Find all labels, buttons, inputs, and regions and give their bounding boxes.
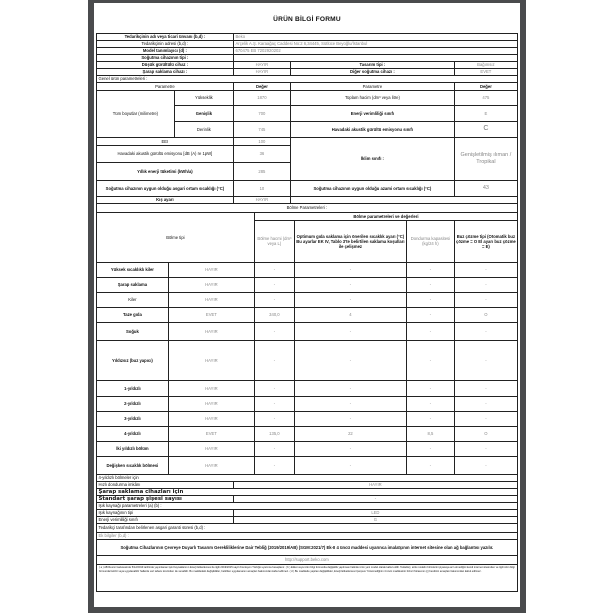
supplier-name-value: Beko <box>233 33 518 41</box>
compartment-volume: - <box>254 411 295 427</box>
eei-label: EEI <box>96 137 234 146</box>
compartment-present: HAYIR <box>168 456 255 475</box>
width-label: Genişlik <box>174 105 234 122</box>
compartment-freezing: 8,5 <box>406 426 455 442</box>
width-value: 700 <box>233 105 291 122</box>
compartment-params-label: Bölme Parametreleri : <box>96 203 518 213</box>
annual-energy-value: 285 <box>233 162 291 181</box>
min-temp-label: Soğutma cihazının uygun olduğu asgari ortam sıcaklığı (°C) <box>96 180 234 197</box>
param-header-right: Parametre <box>290 82 455 91</box>
compartment-freezing: - <box>406 380 455 397</box>
climate-class-label: İklim sınıfı : <box>290 137 455 181</box>
wine-appliance-value: HAYIR <box>233 68 291 76</box>
compartment-defrost: - <box>454 456 518 475</box>
compartment-name: 2-yıldızlı <box>96 396 169 412</box>
noise-class-value: C <box>454 121 518 138</box>
max-temp-value: 43 <box>454 180 518 197</box>
compartment-present: HAYIR <box>168 262 255 278</box>
model-label: Model tanımlayıcı (d) : <box>96 47 234 55</box>
regulation-text: Soğutma Cihazlarının Çevreye Duyarlı Tasarım Gerekliliklerine Dair Tebliğ (2019/2019/AB) (SGM:2021/7) Ek-II 4 üncü maddesi uyarınca imalatçının internet sitesine olan ağ bağlantısı yazılır. <box>96 539 518 556</box>
compartment-name: Soğuk <box>96 322 169 341</box>
value-header-right: Değer <box>454 82 518 91</box>
compartment-present: HAYIR <box>168 322 255 341</box>
depth-label: Derinlik <box>174 121 234 138</box>
energy-class-value: E <box>454 105 518 122</box>
compartment-defrost: - <box>454 396 518 412</box>
compartment-type-header: Bölme tipi <box>96 212 255 263</box>
compartment-volume: - <box>254 441 295 457</box>
compartment-freezing: - <box>406 307 455 323</box>
light-type-value: LED <box>233 509 518 517</box>
compartment-freezing: - <box>406 277 455 293</box>
min-temp-value: 10 <box>233 180 291 197</box>
compartment-freezing: - <box>406 340 455 381</box>
compartment-temp: - <box>294 277 407 293</box>
climate-class-value: Genişletilmiş ılıman / Tropikal <box>454 137 518 181</box>
depth-value: 745 <box>233 121 291 138</box>
height-value: 1870 <box>233 90 291 106</box>
noise-db-label: Havadaki akustik gürültü emisyonu [dB (A) re 1pW] <box>96 145 234 163</box>
compartment-defrost: - <box>454 340 518 381</box>
low-noise-value: HAYIR <box>233 61 291 69</box>
compartment-name: Şarap saklama <box>96 277 169 293</box>
compartment-temp: - <box>294 380 407 397</box>
compartment-present: EVET <box>168 307 255 323</box>
compartment-temp: - <box>294 340 407 381</box>
compartment-name: 1-yıldızlı <box>96 380 169 397</box>
param-header-left: Parametre <box>96 82 234 91</box>
other-cooling-value: EVET <box>454 68 518 76</box>
footnote: ( a ) AB Resmi Gazetesinde 5/12/2019 tarihinde yayımlanan Işık Kaynaklarının Enerji Etiketlemesi ile ilgili 2019/2015 sayılı Komisyon Tüzüğü uyarınca hesaplanır. ( b ) Etiket veya ürün bilgi formunda değişiklik yapılması halinde ürün yeni model olarak kabul edilir. Tedarikçi, artık modelin birimlerini piyasaya arz etmediğini kendi internet sitesinden ve ilgili ürün bilgi formunda belirtir veya uygulanabilir hallerde veri tabanı üzerinden de sunabilir. Bu maddedeki değişiklikler, belirtilen uygulamanın amaçları bakımından kabul edilmez. ( d ) Bu maddede yapılan değişiklikler, Enerji Etiketlemesi Çerçeve Yönetmeliğinin 4 üncü maddesinin birinci fıkrasının (ç) bendinin amaçları bakımından kabul edilmez. <box>96 564 518 592</box>
compartment-freezing: - <box>406 262 455 278</box>
dimensions-label: Tüm boyutlar (milimetre) <box>96 90 175 138</box>
defrost-type-header: Buz çözme tipi (Otomatik buz çözme = O El ayarı buz çözme = E) <box>454 220 518 263</box>
compartment-volume: - <box>254 380 295 397</box>
light-energy-label: Enerji verimliliği sınıfı <box>96 516 234 524</box>
four-star-label: 4-yıldızlı bölmeler için <box>96 474 518 482</box>
cooling-type-label: Soğutma cihazının tipi : <box>96 54 234 62</box>
compartment-present: EVET <box>168 426 255 442</box>
compartment-present: HAYIR <box>168 411 255 427</box>
general-params-label: Genel ürün parametreleri : <box>96 75 518 83</box>
compartment-volume: - <box>254 340 295 381</box>
fast-freeze-value: HAYIR <box>233 481 518 489</box>
compartment-freezing: - <box>406 411 455 427</box>
compartment-volume: - <box>254 262 295 278</box>
optimum-temp-header: Optimum gıda saklama için önerilen sıcaklık ayarı (°C) Bu ayarlar EK IV, Tablo 3'te belirtilen saklama koşulları ile çelişmez <box>294 220 407 263</box>
freezing-capacity-header: Dondurma kapasitesi (kg/24 h) <box>406 220 455 263</box>
model-value: 670475 EB 7202920202 <box>233 47 518 55</box>
winter-setting-value: HAYIR <box>233 196 291 204</box>
compartment-freezing: - <box>406 456 455 475</box>
compartment-freezing: - <box>406 292 455 308</box>
compartment-defrost: - <box>454 322 518 341</box>
compartment-name: Kiler <box>96 292 169 308</box>
winter-setting-label: Kış ayarı <box>96 196 234 204</box>
support-url: http://support.beko.com <box>96 555 518 565</box>
bottles-value: - <box>233 495 518 503</box>
noise-class-label: Havadaki akustik gürültü emisyonu sınıfı <box>290 121 455 138</box>
total-volume-value: 475 <box>454 90 518 106</box>
compartment-volume: - <box>254 292 295 308</box>
compartment-volume: 340,0 <box>254 307 295 323</box>
compartment-temp: - <box>294 411 407 427</box>
height-label: Yükseklik <box>174 90 234 106</box>
compartment-volume: - <box>254 322 295 341</box>
compartment-name: İki yıldızlı bölüm <box>96 441 169 457</box>
compartment-defrost: - <box>454 411 518 427</box>
compartment-name: Taze gıda <box>96 307 169 323</box>
other-cooling-label: Diğer soğutma cihazı : <box>290 68 455 76</box>
eei-value: 100 <box>233 137 291 146</box>
bottles-label: Standart şarap şişesi sayısı <box>96 495 234 503</box>
fast-freeze-label: Hızlı dondurma imkânı <box>96 481 234 489</box>
value-header-left: Değer <box>233 82 291 91</box>
compartment-freezing: - <box>406 322 455 341</box>
compartment-present: HAYIR <box>168 340 255 381</box>
compartment-volume: - <box>254 456 295 475</box>
noise-db-value: 36 <box>233 145 291 163</box>
compartment-temp: - <box>294 322 407 341</box>
design-type-label: Tasarım tipi : <box>290 61 455 69</box>
compartment-present: HAYIR <box>168 396 255 412</box>
warranty-label: Tedarikçi tarafından belirlenen asgari garanti süresi (b,d) : <box>96 523 518 533</box>
compartment-name: 3-yıldızlı <box>96 411 169 427</box>
wine-appliance-label: Şarap saklama cihazı : <box>96 68 234 76</box>
compartment-temp: 22 <box>294 426 407 442</box>
compartment-freezing: - <box>406 441 455 457</box>
extra-info-label: Ek bilgiler (b,d) : <box>96 532 518 540</box>
supplier-address-label: Tedarikçinin adresi (b,d) : <box>96 40 234 48</box>
compartment-defrost: O <box>454 307 518 323</box>
low-noise-label: Düşük gürültülü cihaz : <box>96 61 234 69</box>
compartment-defrost: - <box>454 380 518 397</box>
compartment-name: 4-yıldızlı <box>96 426 169 442</box>
volume-header: Bölme hacmi (dm³ veya L) <box>254 220 295 263</box>
compartment-temp: - <box>294 456 407 475</box>
supplier-address-value: Arçelik A.Ş. Karaağaç Caddesi No:2 6,34445, Sütlüce Beyoğlu/İstanbul <box>233 40 518 48</box>
compartment-name: Yüksek sıcaklıklı kiler <box>96 262 169 278</box>
compartment-volume: - <box>254 396 295 412</box>
compartment-temp: 4 <box>294 307 407 323</box>
total-volume-label: Toplam hacim (dm³ veya litre) <box>290 90 455 106</box>
supplier-name-label: Tedarikçinin adı veya ticari ünvanı (b,d) : <box>96 33 234 41</box>
compartment-present: HAYIR <box>168 441 255 457</box>
compartment-volume: 135,0 <box>254 426 295 442</box>
annual-energy-label: Yıllık enerji tüketimi (kWh/a) <box>96 162 234 181</box>
compartment-name: Yıldızsız (buz yapıcı) <box>96 340 169 381</box>
compartment-defrost: - <box>454 292 518 308</box>
compartment-defrost: - <box>454 277 518 293</box>
compartment-temp: - <box>294 396 407 412</box>
compartment-present: HAYIR <box>168 292 255 308</box>
energy-class-label: Enerji verimliliği sınıfı <box>290 105 455 122</box>
compartment-freezing: - <box>406 396 455 412</box>
compartment-present: HAYIR <box>168 380 255 397</box>
compartment-volume: - <box>254 277 295 293</box>
compartment-defrost: - <box>454 441 518 457</box>
compartment-temp: - <box>294 441 407 457</box>
design-type-value: Bağımsız <box>454 61 518 69</box>
wine-section-label: Şarap saklama cihazları için <box>96 488 518 496</box>
light-energy-value: G <box>233 516 518 524</box>
compartment-defrost: - <box>454 262 518 278</box>
max-temp-label: Soğutma cihazının uygun olduğu azami ortam sıcaklığı (°C) <box>290 180 455 197</box>
light-type-label: Işık kaynağının tipi <box>96 509 234 517</box>
compartment-defrost: O <box>454 426 518 442</box>
compartment-name: Değişken sıcaklık bölmesi <box>96 456 169 475</box>
page-title: ÜRÜN BİLGİ FORMU <box>273 16 341 23</box>
compartment-temp: - <box>294 262 407 278</box>
compartment-group-header: Bölme parametreleri ve değerleri <box>254 212 518 221</box>
light-section-label: Işık kaynağı parametreleri (a) (b) : <box>96 502 518 510</box>
compartment-temp: - <box>294 292 407 308</box>
compartment-present: HAYIR <box>168 277 255 293</box>
